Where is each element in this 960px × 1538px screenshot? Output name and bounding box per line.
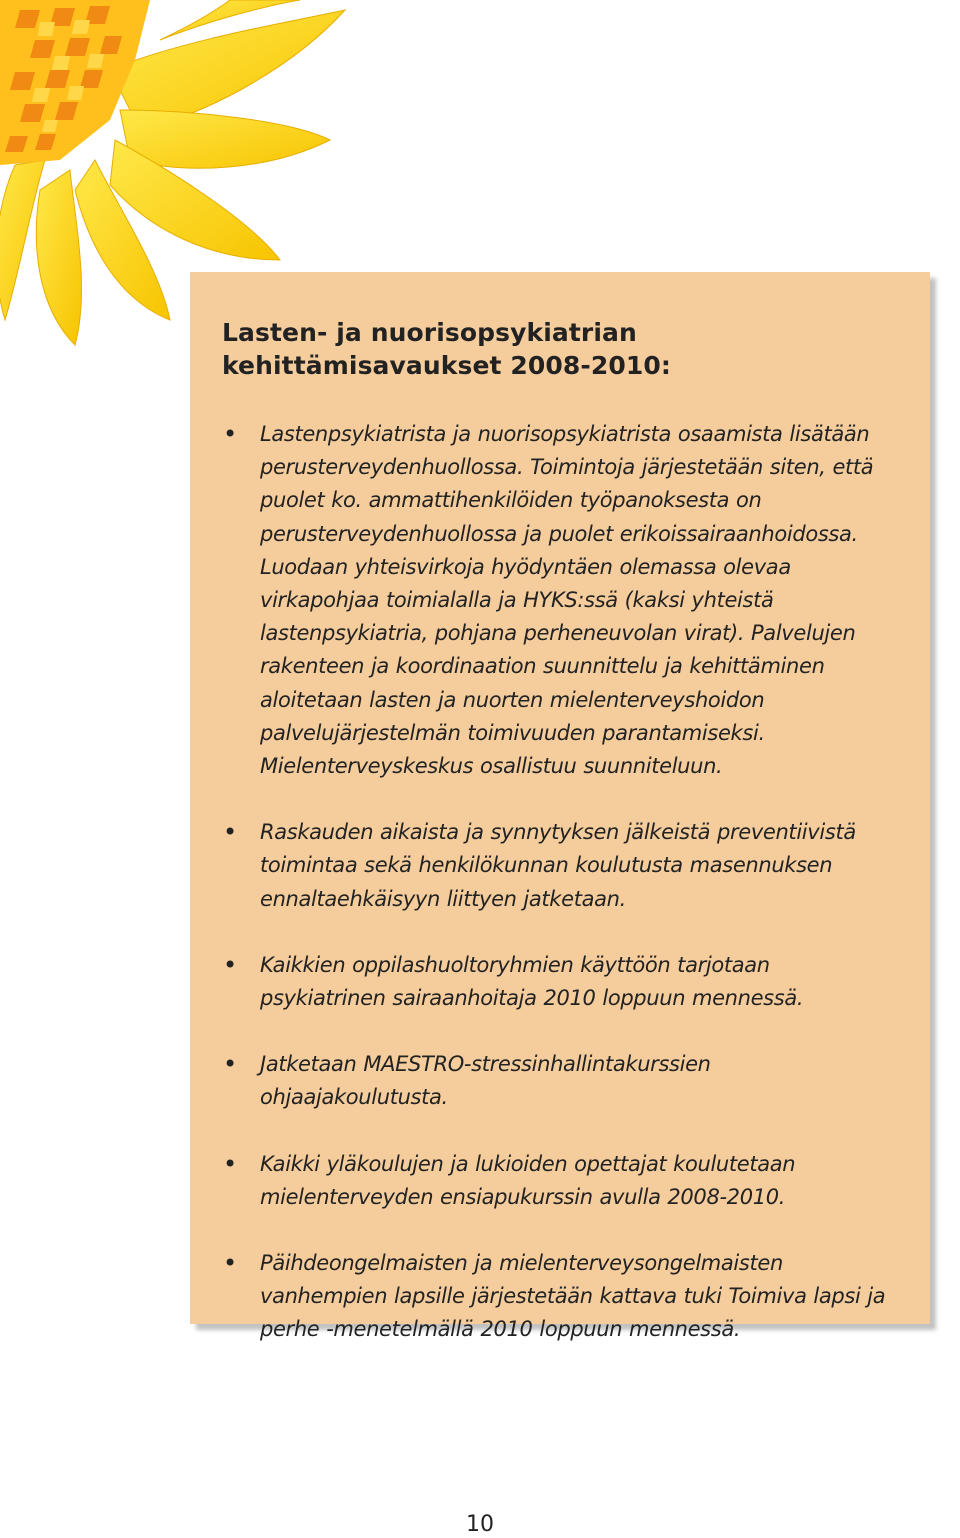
section-title: Lasten- ja nuorisopsykiatrian kehittämisavaukset 2008-2010: (222, 318, 671, 380)
bullet-icon: • (223, 1249, 238, 1278)
list-item (222, 1048, 892, 1114)
list-item (222, 949, 892, 1015)
list-item (222, 1148, 892, 1214)
bullet-icon: • (223, 1149, 238, 1178)
bullet-icon: • (223, 420, 238, 448)
list-item-text: Päihdeongelmaisten ja mielenterveysongelmaisten vanhempien lapsille järjestetään kattava tuki Toimiva lapsi ja perhe -menetelmällä 2010 loppuun mennessä. (260, 1251, 886, 1342)
page-number: 10 (466, 1512, 494, 1537)
list-item-text: Raskauden aikaista ja synnytyksen jälkeistä preventiivistä toimintaa sekä henkilökunnan koulutusta masennuksen ennaltaehkäisyyn liittyen jatketaan. (260, 820, 856, 911)
bullet-icon: • (223, 950, 238, 979)
initiatives-list (222, 418, 892, 1380)
list-item-text: Jatketaan MAESTRO-stressinhallintakurssien ohjaajakoulutusta. (260, 1052, 711, 1110)
list-item-text: Lastenpsykiatrista ja nuorisopsykiatrista osaamista lisätään perusterveydenhuollossa. Toimintoja järjestetään siten, että puolet ko. ammattihenkilöiden työpanoksesta on perusterveydenhuollossa ja puolet erikoissairaanhoidossa. Luodaan yhteisvirkoja hyödyntäen olemassa olevaa virkapohjaa toimialalla ja HYKS:ssä (kaksi yhteistä lastenpsykiatria, pohjana perheneuvolan virat). Palvelujen rakenteen ja koordinaation suunnittelu ja kehittäminen aloitetaan lasten ja nuorten mielenterveyshoidon palvelujärjestelmän toimivuuden parantamiseksi. Mielenterveyskeskus osallistuu suunniteluun. (260, 422, 874, 779)
content-panel (190, 272, 930, 1342)
list-item (222, 1247, 892, 1347)
list-item (222, 816, 892, 916)
list-item-text: Kaikkien oppilashuoltoryhmien käyttöön tarjotaan psykiatrinen sairaanhoitaja 2010 loppuun mennessä. (260, 952, 804, 1011)
bullet-icon: • (223, 818, 238, 847)
list-item (222, 418, 892, 783)
bullet-icon: • (223, 1050, 238, 1079)
list-item-text: Kaikki yläkoulujen ja lukioiden opettajat koulutetaan mielenterveyden ensiapukurssin avulla 2008-2010. (260, 1151, 796, 1209)
